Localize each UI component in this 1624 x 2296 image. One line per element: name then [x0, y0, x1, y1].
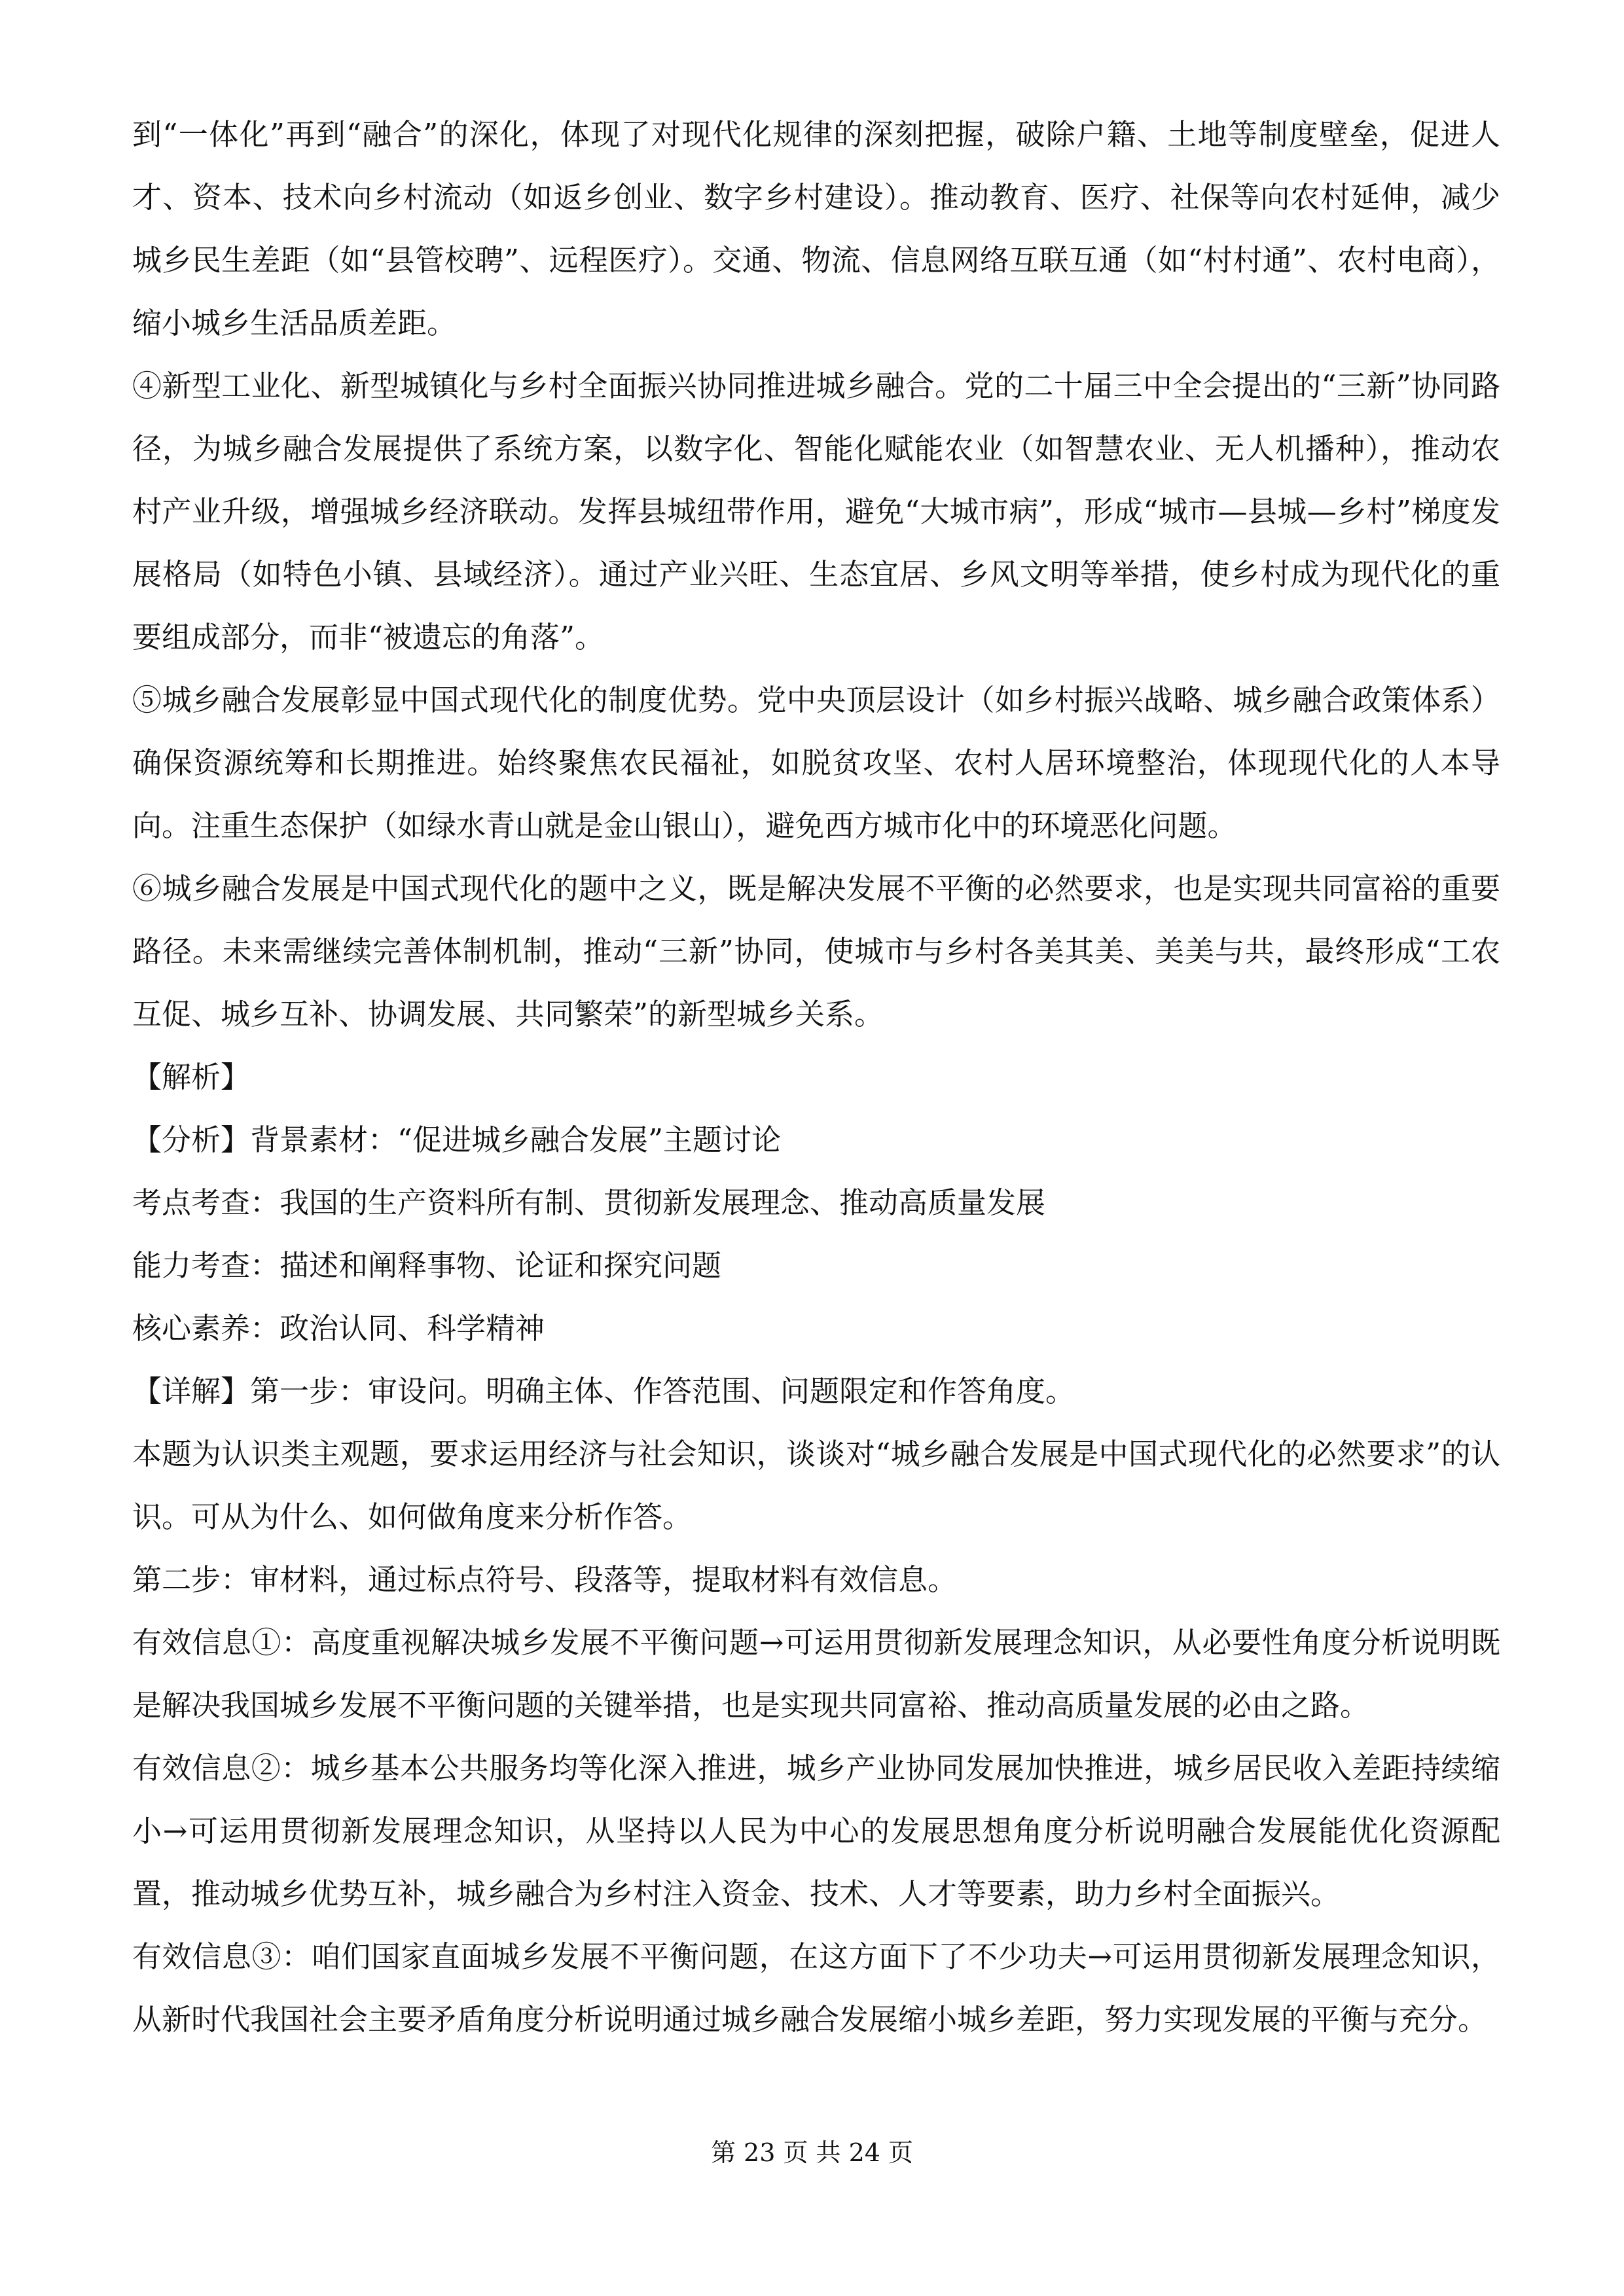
page-footer: [0, 2136, 1624, 2169]
analysis-background: 【分析】背景素材：“促进城乡融合发展”主题讨论: [132, 1122, 782, 1157]
effective-info-2: 有效信息②：城乡基本公共服务均等化深入推进，城乡产业协同发展加快推进，城乡居民收入差距持续缩小→可运用贯彻新发展理念知识，从坚持以人民为中心的发展思想角度分析说明融合发展能优化资源配置，推动城乡优势互补，城乡融合为乡村注入资金、技术、人才等要素，助力乡村全面振兴。: [132, 1751, 1500, 1911]
paragraph-continuation: 到“一体化”再到“融合”的深化，体现了对现代化规律的深刻把握，破除户籍、土地等制度壁垒，促进人才、资本、技术向乡村流动（如返乡创业、数字乡村建设）。推动教育、医疗、社保等向农村延伸，减少城乡民生差距（如“县管校聘”、远程医疗）。交通、物流、信息网络互联互通（如“村村通”、农村电商），缩小城乡生活品质差距。: [132, 117, 1500, 340]
detail-step-2: 第二步：审材料，通过标点符号、段落等，提取材料有效信息。: [132, 1562, 958, 1597]
analysis-ability: 能力考查：描述和阐释事物、论证和探究问题: [132, 1248, 722, 1283]
page-number-label: 第 23 页 共 24 页: [710, 2138, 914, 2167]
analysis-heading: 【解析】: [132, 1060, 251, 1094]
effective-info-1: 有效信息①：高度重视解决城乡发展不平衡问题→可运用贯彻新发展理念知识，从必要性角度分析说明既是解决我国城乡发展不平衡问题的关键举措，也是实现共同富裕、推动高质量发展的必由之路。: [132, 1625, 1500, 1723]
analysis-core-literacy: 核心素养：政治认同、科学精神: [132, 1311, 545, 1346]
detail-step-1: 【详解】第一步：审设问。明确主体、作答范围、问题限定和作答角度。: [132, 1374, 1075, 1408]
paragraph-point-6: ⑥城乡融合发展是中国式现代化的题中之义，既是解决发展不平衡的必然要求，也是实现共同富裕的重要路径。未来需继续完善体制机制，推动“三新”协同，使城市与乡村各美其美、美美与共，最终形成“工农互促、城乡互补、协调发展、共同繁荣”的新型城乡关系。: [132, 871, 1500, 1031]
paragraph-point-5: ⑤城乡融合发展彰显中国式现代化的制度优势。党中央顶层设计（如乡村振兴战略、城乡融合政策体系）确保资源统筹和长期推进。始终聚焦农民福祉，如脱贫攻坚、农村人居环境整治，体现现代化的人本导向。注重生态保护（如绿水青山就是金山银山），避免西方城市化中的环境恶化问题。: [132, 683, 1500, 843]
analysis-knowledge-points: 考点考查：我国的生产资料所有制、贯彻新发展理念、推动高质量发展: [132, 1185, 1046, 1220]
detail-question-type: 本题为认识类主观题，要求运用经济与社会知识，谈谈对“城乡融合发展是中国式现代化的必然要求”的认识。可从为什么、如何做角度来分析作答。: [132, 1437, 1500, 1534]
document-body: [132, 103, 1500, 2051]
paragraph-point-4: ④新型工业化、新型城镇化与乡村全面振兴协同推进城乡融合。党的二十届三中全会提出的“三新”协同路径，为城乡融合发展提供了系统方案，以数字化、智能化赋能农业（如智慧农业、无人机播种），推动农村产业升级，增强城乡经济联动。发挥县城纽带作用，避免“大城市病”，形成“城市—县城—乡村”梯度发展格局（如特色小镇、县域经济）。通过产业兴旺、生态宜居、乡风文明等举措，使乡村成为现代化的重要组成部分，而非“被遗忘的角落”。: [132, 368, 1500, 655]
effective-info-3: 有效信息③：咱们国家直面城乡发展不平衡问题，在这方面下了不少功夫→可运用贯彻新发展理念知识，从新时代我国社会主要矛盾角度分析说明通过城乡融合发展缩小城乡差距，努力实现发展的平衡与充分。: [132, 1939, 1500, 2037]
